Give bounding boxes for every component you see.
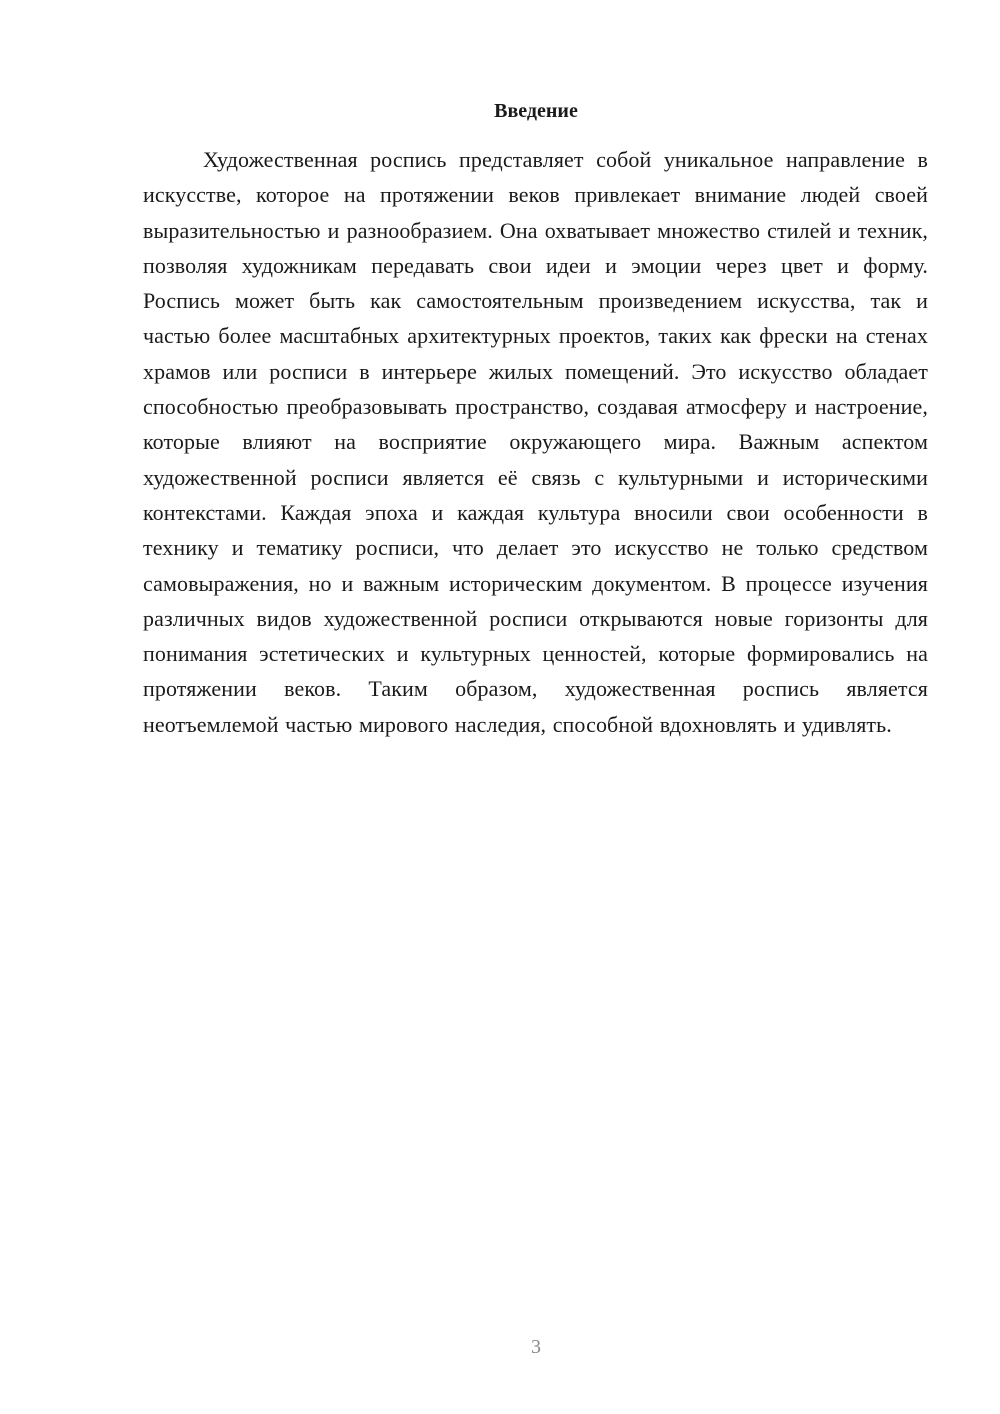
- body-paragraph: Художественная роспись представляет собой уникальное направление в искусстве, которое на протяжении веков привлекает внимание людей своей выразительностью и разнообразием. Она охватывает множество стилей и техник, позволяя художникам передавать свои идеи и эмоции через цвет и форму. Роспись может быть как самостоятельным произведением искусства, так и частью более масштабных архитектурных проектов, таких как фрески на стенах храмов или росписи в интерьере жилых помещений. Это искусство обладает способностью преобразовывать пространство, создавая атмосферу и настроение, которые влияют на восприятие окружающего мира. Важным аспектом художественной росписи является её связь с культурными и историческими контекстами. Каждая эпоха и каждая культура вносили свои особенности в технику и тематику росписи, что делает это искусство не только средством самовыражения, но и важным историческим документом. В процессе изучения различных видов художественной росписи открываются новые горизонты для понимания эстетических и культурных ценностей, которые формировались на протяжении веков. Таким образом, художественная роспись является неотъемлемой частью мирового наследия, способной вдохновлять и удивлять.: [143, 147, 928, 737]
- page-number: 3: [531, 1336, 541, 1358]
- section-heading: Введение: [494, 100, 578, 122]
